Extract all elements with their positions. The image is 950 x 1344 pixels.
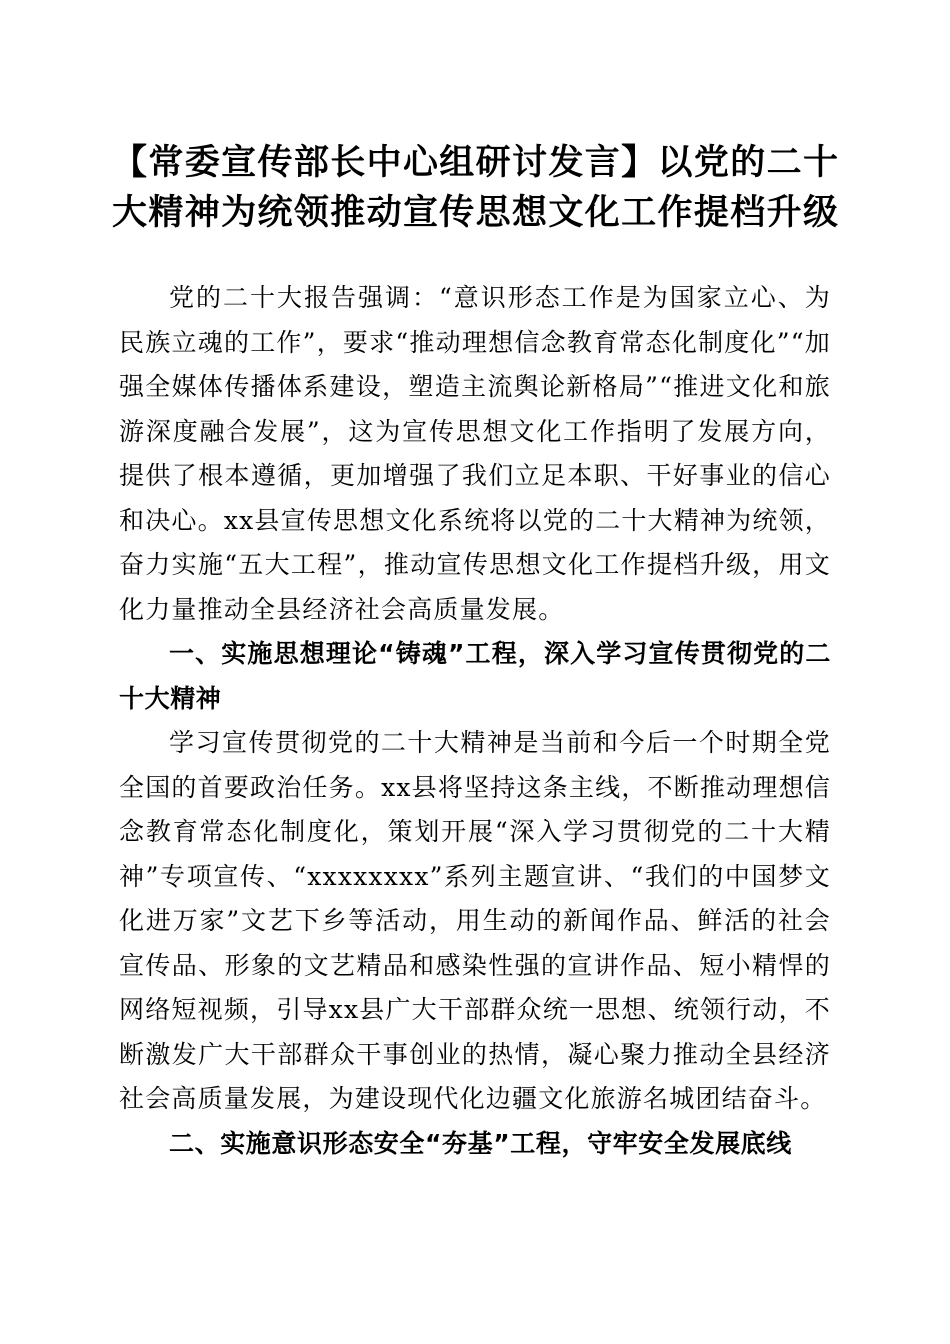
document-body bbox=[119, 276, 831, 1166]
title-line-2: 大精神为统领推动宣传思想文化工作提档升级 bbox=[112, 192, 838, 233]
section-1-paragraph: 学习宣传贯彻党的二十大精神是当前和今后一个时期全党全国的首要政治任务。xx县将坚持这条主线，不断推动理想信念教育常态化制度化，策划开展“深入学习贯彻党的二十大精神”专项宣传、“xxxxxxxx”系列主题宣讲、“我们的中国梦文化进万家”文艺下乡等活动，用生动的新闻作品、鲜活的社会宣传品、形象的文艺精品和感染性强的宣讲作品、短小精悍的网络短视频，引导xx县广大干部群众统一思想、统领行动，不断激发广大干部群众干事创业的热情，凝心聚力推动全县经济社会高质量发展，为建设现代化边疆文化旅游名城团结奋斗。 bbox=[119, 728, 831, 1113]
title-line-1: 【常委宣传部长中心组研讨发言】以党的二十 bbox=[112, 142, 838, 183]
document-title bbox=[112, 138, 838, 238]
section-heading-1: 一、实施思想理论“铸魂”工程，深入学习宣传贯彻党的二十大精神 bbox=[119, 639, 831, 713]
intro-paragraph: 党的二十大报告强调：“意识形态工作是为国家立心、为民族立魂的工作”，要求“推动理想信念教育常态化制度化”“加强全媒体传播体系建设，塑造主流舆论新格局”“推进文化和旅游深度融合发展”，这为宣传思想文化工作指明了发展方向，提供了根本遵循，更加增强了我们立足本职、干好事业的信心和决心。xx县宣传思想文化系统将以党的二十大精神为统领，奋力实施“五大工程”，推动宣传思想文化工作提档升级，用文化力量推动全县经济社会高质量发展。 bbox=[119, 283, 831, 624]
section-heading-2: 二、实施意识形态安全“夯基”工程，守牢安全发展底线 bbox=[169, 1128, 792, 1158]
